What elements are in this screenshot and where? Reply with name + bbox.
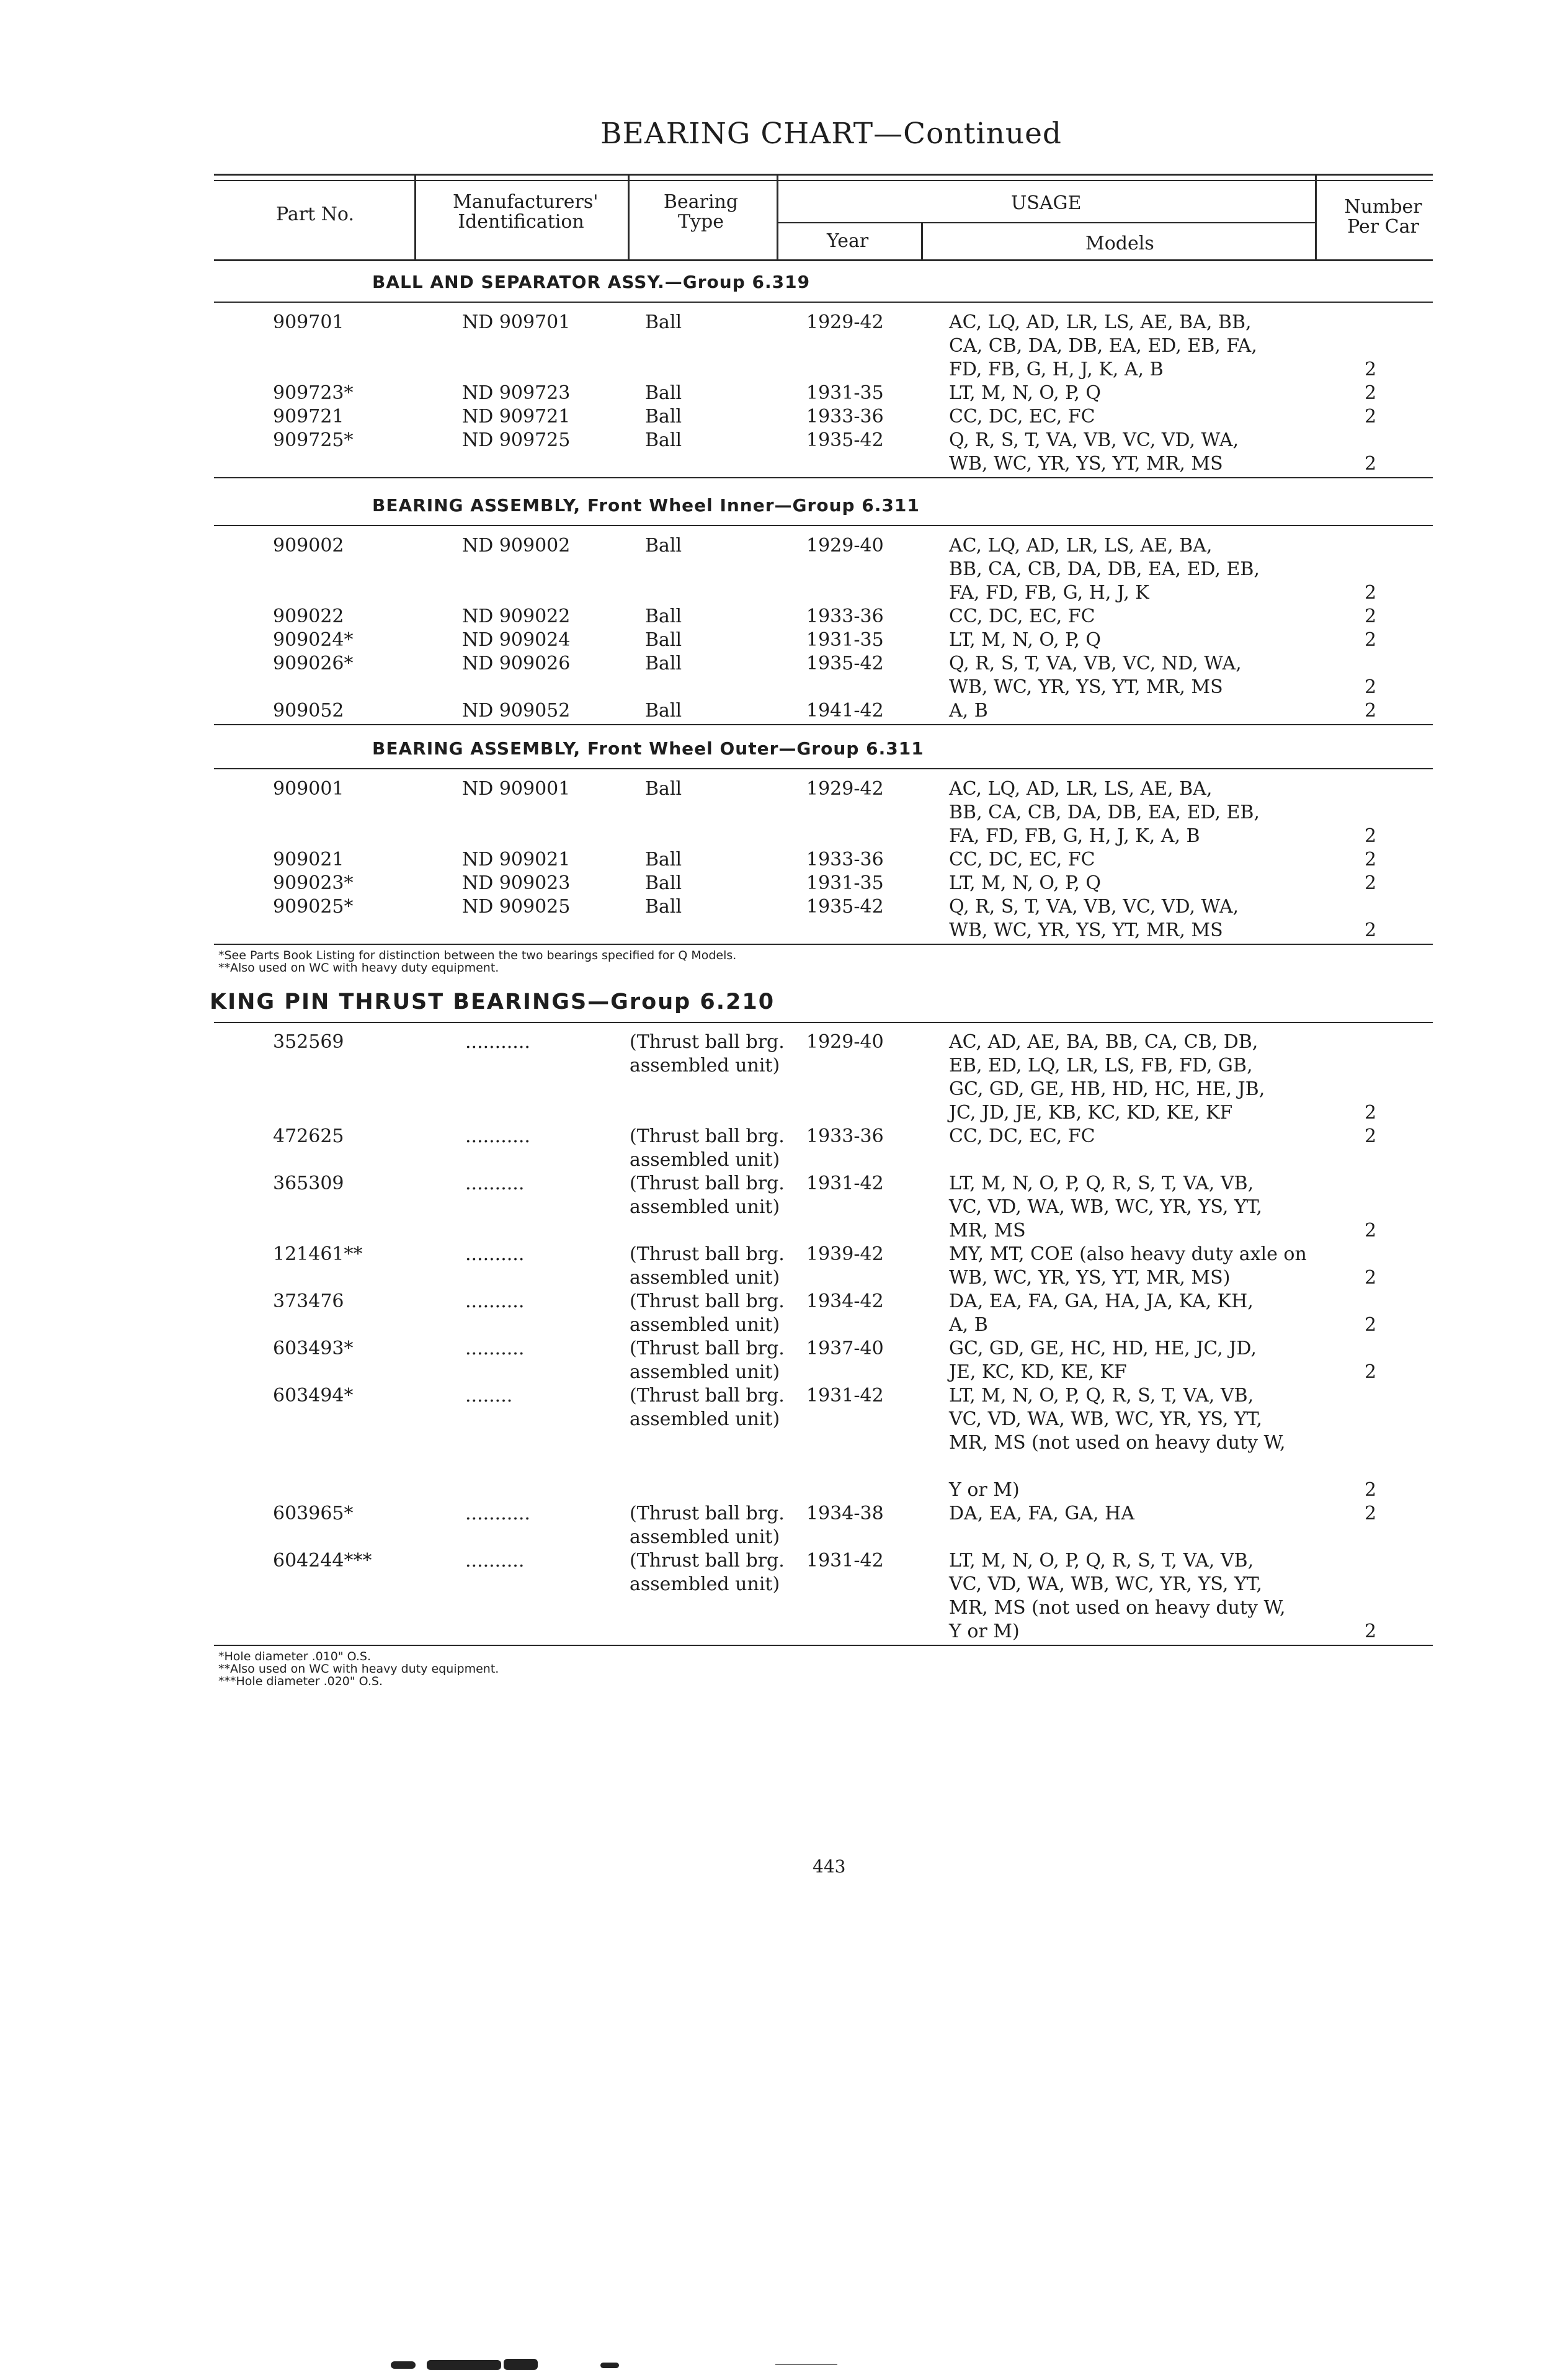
- part-number: 472625: [273, 1125, 344, 1147]
- models-line: GC, GD, GE, HC, HD, HE, JC, JD,: [949, 1338, 1257, 1359]
- models-line: WB, WC, YR, YS, YT, MR, MS): [949, 1267, 1231, 1289]
- models-line: WB, WC, YR, YS, YT, MR, MS: [949, 919, 1223, 941]
- footnote: *See Parts Book Listing for distinction between the two bearings specified for Q Models.: [218, 949, 737, 962]
- year-range: 1933-36: [806, 406, 884, 427]
- manufacturer-id: ND 909701: [462, 311, 571, 333]
- header-models: Models: [1085, 233, 1154, 254]
- header-bearing-type: Bearing Type: [663, 191, 739, 233]
- number-per-car: 2: [1365, 1220, 1377, 1241]
- group-end-rule: [214, 477, 1433, 478]
- part-number: 603494*: [273, 1385, 354, 1406]
- manufacturer-id: ND 909023: [462, 872, 571, 894]
- models-line: FA, FD, FB, G, H, J, K, A, B: [949, 825, 1200, 847]
- year-range: 1931-35: [806, 629, 884, 651]
- bearing-type: Ball: [645, 311, 682, 333]
- bearing-type: (Thrust ball brg.: [630, 1243, 785, 1265]
- year-range: 1937-40: [806, 1338, 884, 1359]
- number-per-car: 2: [1365, 1125, 1377, 1147]
- models-line: LT, M, N, O, P, Q: [949, 872, 1102, 894]
- manufacturer-id: ND 909001: [462, 778, 571, 800]
- bearing-type: Ball: [645, 535, 682, 557]
- year-range: 1934-38: [806, 1503, 884, 1524]
- part-number: 909725*: [273, 429, 354, 451]
- models-line: LT, M, N, O, P, Q: [949, 382, 1102, 404]
- models-line: CA, CB, DA, DB, EA, ED, EB, FA,: [949, 335, 1257, 357]
- models-line: WB, WC, YR, YS, YT, MR, MS: [949, 676, 1223, 698]
- models-line: Q, R, S, T, VA, VB, VC, VD, WA,: [949, 429, 1239, 451]
- group-heading: BEARING ASSEMBLY, Front Wheel Inner—Group 6.311: [372, 495, 920, 516]
- part-number: 604244***: [273, 1550, 372, 1572]
- group-end-rule: [214, 944, 1433, 945]
- bearing-type: (Thrust ball brg.: [630, 1550, 785, 1572]
- part-number: 121461**: [273, 1243, 363, 1265]
- manufacturer-id: ND 909721: [462, 406, 571, 427]
- number-per-car: 2: [1365, 382, 1377, 404]
- year-range: 1931-42: [806, 1550, 884, 1572]
- manufacturer-leader-dots: ..........: [465, 1550, 525, 1572]
- part-number: 909723*: [273, 382, 354, 404]
- scan-smudge: [504, 2359, 538, 2370]
- part-number: 909022: [273, 606, 344, 627]
- models-line: VC, VD, WA, WB, WC, YR, YS, YT,: [949, 1408, 1262, 1430]
- models-line: VC, VD, WA, WB, WC, YR, YS, YT,: [949, 1196, 1262, 1218]
- year-range: 1933-36: [806, 849, 884, 870]
- models-line: A, B: [949, 700, 988, 722]
- models-line: Q, R, S, T, VA, VB, VC, ND, WA,: [949, 653, 1242, 674]
- page-title: BEARING CHART—Continued: [600, 117, 1062, 151]
- models-line: Y or M): [949, 1479, 1020, 1501]
- group-heading-rule: [214, 768, 1433, 769]
- group-heading-rule: [214, 302, 1433, 303]
- part-number: 373476: [273, 1290, 344, 1312]
- year-range: 1931-35: [806, 382, 884, 404]
- models-line: FD, FB, G, H, J, K, A, B: [949, 359, 1164, 380]
- number-per-car: 2: [1365, 359, 1377, 380]
- bearing-type: assembled unit): [630, 1361, 780, 1383]
- models-line: MR, MS: [949, 1220, 1026, 1241]
- models-line: LT, M, N, O, P, Q, R, S, T, VA, VB,: [949, 1385, 1254, 1406]
- footnote: **Also used on WC with heavy duty equipment.: [218, 961, 499, 975]
- section-heading: KING PIN THRUST BEARINGS—Group 6.210: [210, 990, 775, 1014]
- manufacturer-id: ND 909024: [462, 629, 571, 651]
- col-divider-3: [777, 175, 778, 259]
- bearing-type: (Thrust ball brg.: [630, 1385, 785, 1406]
- bearing-type: (Thrust ball brg.: [630, 1338, 785, 1359]
- models-line: MY, MT, COE (also heavy duty axle on: [949, 1243, 1307, 1265]
- bearing-type: assembled unit): [630, 1314, 780, 1336]
- footnote: ***Hole diameter .020" O.S.: [218, 1675, 383, 1688]
- number-per-car: 2: [1365, 676, 1377, 698]
- models-line: FA, FD, FB, G, H, J, K: [949, 582, 1149, 604]
- models-line: BB, CA, CB, DA, DB, EA, ED, EB,: [949, 558, 1260, 580]
- manufacturer-id: ND 909723: [462, 382, 571, 404]
- year-range: 1935-42: [806, 653, 884, 674]
- col-divider-2: [628, 175, 630, 259]
- manufacturer-leader-dots: ...........: [465, 1125, 530, 1147]
- manufacturer-id: ND 909725: [462, 429, 571, 451]
- models-line: BB, CA, CB, DA, DB, EA, ED, EB,: [949, 802, 1260, 823]
- number-per-car: 2: [1365, 849, 1377, 870]
- manufacturer-leader-dots: ...........: [465, 1031, 530, 1053]
- year-range: 1929-42: [806, 778, 884, 800]
- col-divider-1: [414, 175, 416, 259]
- scan-smudge: [775, 2364, 837, 2365]
- part-number: 365309: [273, 1173, 344, 1194]
- part-number: 603965*: [273, 1503, 354, 1524]
- models-line: WB, WC, YR, YS, YT, MR, MS: [949, 453, 1223, 475]
- part-number: 909701: [273, 311, 344, 333]
- number-per-car: 2: [1365, 1503, 1377, 1524]
- col-divider-year: [921, 223, 923, 259]
- manufacturer-id: ND 909052: [462, 700, 571, 722]
- bearing-type: assembled unit): [630, 1196, 780, 1218]
- bearing-type: Ball: [645, 896, 682, 918]
- bearing-type: assembled unit): [630, 1055, 780, 1076]
- bearing-type: (Thrust ball brg.: [630, 1290, 785, 1312]
- manufacturer-leader-dots: ..........: [465, 1243, 525, 1265]
- scan-smudge: [391, 2361, 416, 2369]
- manufacturer-id: ND 909026: [462, 653, 571, 674]
- group-heading: BEARING ASSEMBLY, Front Wheel Outer—Group 6.311: [372, 738, 924, 759]
- number-per-car: 2: [1365, 1267, 1377, 1289]
- bearing-type: Ball: [645, 606, 682, 627]
- part-number: 909023*: [273, 872, 354, 894]
- part-number: 909025*: [273, 896, 354, 918]
- year-range: 1929-40: [806, 535, 884, 557]
- bearing-type: (Thrust ball brg.: [630, 1173, 785, 1194]
- number-per-car: 2: [1365, 606, 1377, 627]
- header-usage: USAGE: [1011, 192, 1082, 214]
- models-line: Q, R, S, T, VA, VB, VC, VD, WA,: [949, 896, 1239, 918]
- models-line: LT, M, N, O, P, Q: [949, 629, 1102, 651]
- year-range: 1929-42: [806, 311, 884, 333]
- bearing-type: Ball: [645, 700, 682, 722]
- bearing-type: Ball: [645, 653, 682, 674]
- bearing-type: (Thrust ball brg.: [630, 1031, 785, 1053]
- part-number: 909002: [273, 535, 344, 557]
- group-heading-rule: [214, 525, 1433, 526]
- number-per-car: 2: [1365, 629, 1377, 651]
- models-line: VC, VD, WA, WB, WC, YR, YS, YT,: [949, 1573, 1262, 1595]
- header-top-rule: [214, 174, 1433, 176]
- models-line: DA, EA, FA, GA, HA: [949, 1503, 1134, 1524]
- models-line: CC, DC, EC, FC: [949, 1125, 1095, 1147]
- models-line: AC, LQ, AD, LR, LS, AE, BA,: [949, 535, 1213, 557]
- manufacturer-id: ND 909025: [462, 896, 571, 918]
- bearing-type: assembled unit): [630, 1149, 780, 1171]
- manufacturer-leader-dots: ...........: [465, 1503, 530, 1524]
- bearing-type: Ball: [645, 382, 682, 404]
- number-per-car: 2: [1365, 825, 1377, 847]
- models-line: AC, LQ, AD, LR, LS, AE, BA, BB,: [949, 311, 1252, 333]
- number-per-car: 2: [1365, 1102, 1377, 1124]
- number-per-car: 2: [1365, 406, 1377, 427]
- number-per-car: 2: [1365, 1479, 1377, 1501]
- models-line: GC, GD, GE, HB, HD, HC, HE, JB,: [949, 1078, 1265, 1100]
- models-line: EB, ED, LQ, LR, LS, FB, FD, GB,: [949, 1055, 1253, 1076]
- group-heading: BALL AND SEPARATOR ASSY.—Group 6.319: [372, 272, 811, 292]
- manufacturer-leader-dots: ..........: [465, 1338, 525, 1359]
- number-per-car: 2: [1365, 1314, 1377, 1336]
- models-line: DA, EA, FA, GA, HA, JA, KA, KH,: [949, 1290, 1254, 1312]
- scan-smudge: [600, 2363, 619, 2368]
- year-range: 1929-40: [806, 1031, 884, 1053]
- bearing-type: assembled unit): [630, 1573, 780, 1595]
- models-line: MR, MS (not used on heavy duty W,: [949, 1597, 1286, 1619]
- year-range: 1931-35: [806, 872, 884, 894]
- models-line: LT, M, N, O, P, Q, R, S, T, VA, VB,: [949, 1550, 1254, 1572]
- models-line: JC, JD, JE, KB, KC, KD, KE, KF: [949, 1102, 1233, 1124]
- group-end-rule: [214, 724, 1433, 725]
- usage-split-rule: [778, 222, 1316, 223]
- models-line: AC, LQ, AD, LR, LS, AE, BA,: [949, 778, 1213, 800]
- bearing-type: Ball: [645, 406, 682, 427]
- scan-smudge: [427, 2360, 501, 2370]
- part-number: 909021: [273, 849, 344, 870]
- section-end-rule: [214, 1645, 1433, 1646]
- number-per-car: 2: [1365, 582, 1377, 604]
- bearing-type: Ball: [645, 872, 682, 894]
- header-manufacturer: Manufacturers' Identification: [453, 191, 599, 233]
- footnote: *Hole diameter .010" O.S.: [218, 1650, 371, 1663]
- year-range: 1939-42: [806, 1243, 884, 1265]
- models-line: A, B: [949, 1314, 988, 1336]
- col-divider-4: [1315, 175, 1317, 259]
- year-range: 1935-42: [806, 429, 884, 451]
- bearing-type: Ball: [645, 849, 682, 870]
- section-heading-rule: [214, 1022, 1433, 1023]
- models-line: MR, MS (not used on heavy duty W,: [949, 1432, 1286, 1454]
- year-range: 1935-42: [806, 896, 884, 918]
- bearing-type: (Thrust ball brg.: [630, 1503, 785, 1524]
- year-range: 1941-42: [806, 700, 884, 722]
- part-number: 909001: [273, 778, 344, 800]
- bearing-type: Ball: [645, 778, 682, 800]
- year-range: 1934-42: [806, 1290, 884, 1312]
- manufacturer-id: ND 909002: [462, 535, 571, 557]
- models-line: LT, M, N, O, P, Q, R, S, T, VA, VB,: [949, 1173, 1254, 1194]
- page-number: 443: [813, 1856, 846, 1877]
- header-bottom-rule: [214, 259, 1433, 261]
- header-number-per-car: Number Per Car: [1344, 196, 1422, 238]
- footnote: **Also used on WC with heavy duty equipment.: [218, 1662, 499, 1676]
- manufacturer-leader-dots: ..........: [465, 1290, 525, 1312]
- part-number: 352569: [273, 1031, 344, 1053]
- year-range: 1933-36: [806, 1125, 884, 1147]
- number-per-car: 2: [1365, 919, 1377, 941]
- models-line: AC, AD, AE, BA, BB, CA, CB, DB,: [949, 1031, 1258, 1053]
- manufacturer-leader-dots: ..........: [465, 1173, 525, 1194]
- header-top-rule-2: [214, 180, 1433, 181]
- part-number: 909026*: [273, 653, 354, 674]
- models-line: CC, DC, EC, FC: [949, 849, 1095, 870]
- models-line: Y or M): [949, 1621, 1020, 1642]
- number-per-car: 2: [1365, 1621, 1377, 1642]
- number-per-car: 2: [1365, 872, 1377, 894]
- models-line: CC, DC, EC, FC: [949, 406, 1095, 427]
- number-per-car: 2: [1365, 453, 1377, 475]
- bearing-type: assembled unit): [630, 1267, 780, 1289]
- bearing-type: (Thrust ball brg.: [630, 1125, 785, 1147]
- number-per-car: 2: [1365, 700, 1377, 722]
- year-range: 1931-42: [806, 1173, 884, 1194]
- header-year: Year: [827, 230, 869, 252]
- part-number: 603493*: [273, 1338, 354, 1359]
- models-line: JE, KC, KD, KE, KF: [949, 1361, 1127, 1383]
- year-range: 1933-36: [806, 606, 884, 627]
- bearing-type: Ball: [645, 629, 682, 651]
- part-number: 909721: [273, 406, 344, 427]
- bearing-type: assembled unit): [630, 1526, 780, 1548]
- manufacturer-id: ND 909022: [462, 606, 571, 627]
- year-range: 1931-42: [806, 1385, 884, 1406]
- models-line: CC, DC, EC, FC: [949, 606, 1095, 627]
- header-part-no: Part No.: [276, 203, 354, 225]
- number-per-car: 2: [1365, 1361, 1377, 1383]
- bearing-type: assembled unit): [630, 1408, 780, 1430]
- part-number: 909024*: [273, 629, 354, 651]
- manufacturer-leader-dots: ........: [465, 1385, 513, 1406]
- part-number: 909052: [273, 700, 344, 722]
- manufacturer-id: ND 909021: [462, 849, 571, 870]
- bearing-type: Ball: [645, 429, 682, 451]
